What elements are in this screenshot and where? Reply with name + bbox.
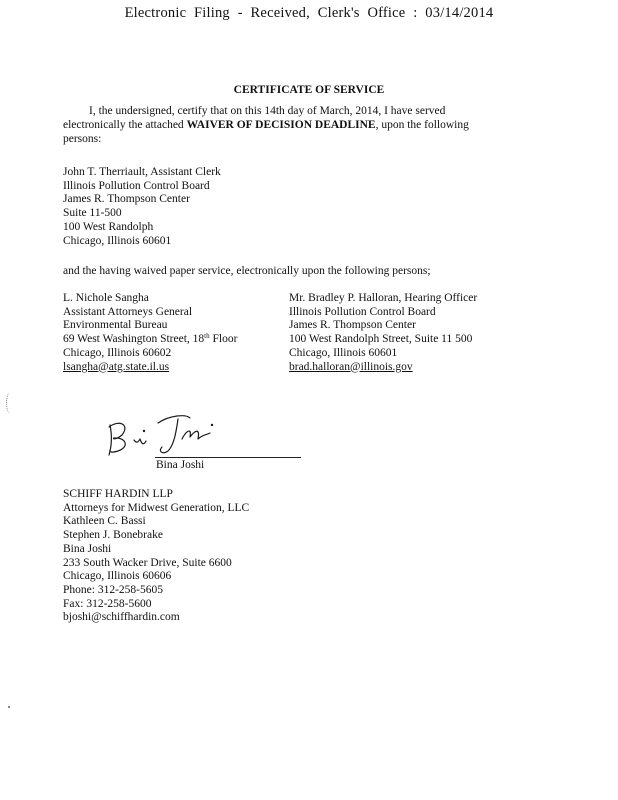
right-recipient-email-link[interactable]: brad.halloran@illinois.gov [289, 360, 413, 373]
firm-attorney: Kathleen C. Bassi [63, 515, 146, 528]
right-recipient-org: Illinois Pollution Control Board [289, 305, 436, 318]
left-recipient-dept: Environmental Bureau [63, 319, 168, 332]
left-recipient-name: L. Nichole Sangha [63, 292, 149, 304]
right-recipient-city: Chicago, Illinois 60601 [289, 346, 398, 359]
right-recipient [289, 292, 477, 374]
firm-block [63, 488, 249, 625]
signer-name: Bina Joshi [156, 459, 205, 471]
firm-fax: Fax: 312-258-5600 [63, 597, 152, 610]
firm-street: 233 South Wacker Drive, Suite 6600 [63, 556, 232, 569]
firm-city: Chicago, Illinois 60606 [63, 570, 172, 583]
left-street-ordinal: th [204, 332, 210, 341]
right-recipient-street: 100 West Randolph Street, Suite 11 500 [289, 333, 473, 346]
filing-stamp: Electronic Filing - Received, Clerk's Office : 03/14/2014 [124, 5, 494, 21]
signature-dot [143, 430, 145, 432]
certification-paragraph [63, 104, 513, 146]
intro-line-2-start: electronically the attached [63, 119, 187, 131]
firm-attorney: Stephen J. Bonebrake [63, 529, 163, 542]
scan-artifact [8, 706, 10, 708]
intro-line-2 [63, 118, 513, 132]
certificate-title: CERTIFICATE OF SERVICE [233, 84, 385, 96]
right-recipient-name: Mr. Bradley P. Halloran, Hearing Officer [289, 292, 478, 304]
signature-line [155, 457, 301, 458]
firm-attorney: Bina Joshi [63, 542, 112, 555]
left-recipient-email-link[interactable]: lsangha@atg.state.il.us [63, 360, 170, 373]
firm-phone: Phone: 312-258-5605 [63, 583, 163, 596]
primary-recipient [63, 166, 221, 248]
left-street-floor: Floor [209, 333, 238, 346]
signature-stroke [182, 431, 210, 439]
recipient-name: John T. Therriault, Assistant Clerk [63, 166, 221, 178]
left-recipient-street [63, 333, 237, 347]
signature-stroke [134, 439, 146, 444]
intro-line-1: I, the undersigned, certify that on this 14th day of March, 2014, I have served [89, 105, 446, 117]
document-title: WAIVER OF DECISION DEADLINE [186, 119, 376, 131]
signature-stroke [109, 423, 125, 455]
recipient-org: Illinois Pollution Control Board [63, 179, 210, 192]
recipient-building: James R. Thompson Center [63, 193, 190, 206]
right-recipient-building: James R. Thompson Center [289, 319, 416, 332]
firm-email: bjoshi@schiffhardin.com [63, 611, 180, 624]
recipient-suite: Suite 11-500 [63, 207, 122, 220]
left-street-main: 69 West Washington Street, 18 [63, 333, 205, 346]
intro-line-2-end: , upon the following [375, 119, 469, 131]
firm-role: Attorneys for Midwest Generation, LLC [63, 501, 250, 514]
left-recipient-title: Assistant Attorneys General [63, 305, 193, 318]
recipient-street: 100 West Randolph [63, 220, 154, 233]
recipient-city: Chicago, Illinois 60601 [63, 234, 172, 247]
left-recipient-city: Chicago, Illinois 60602 [63, 346, 172, 359]
left-recipient [63, 292, 237, 374]
intro-line-3: persons: [63, 133, 102, 145]
signature-dot [211, 424, 213, 426]
firm-name: SCHIFF HARDIN LLP [63, 488, 173, 500]
scan-artifact [6, 392, 15, 414]
handwritten-signature [100, 405, 230, 463]
waiver-note: and the having waived paper service, electronically upon the following persons; [63, 265, 431, 277]
